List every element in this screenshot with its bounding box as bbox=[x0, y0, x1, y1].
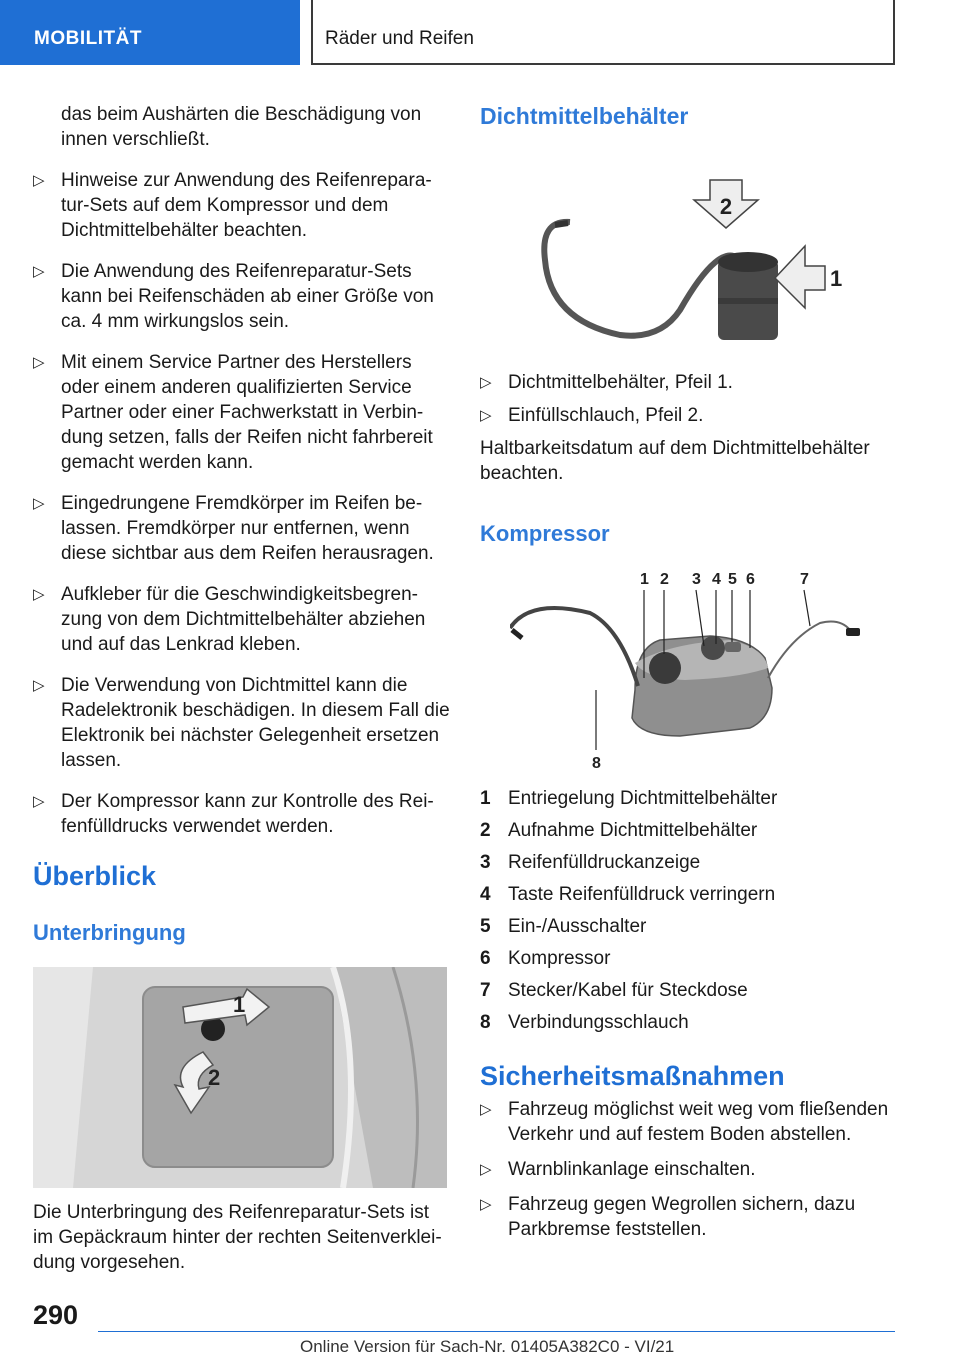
item-number: 8 bbox=[480, 1012, 491, 1033]
list-item bbox=[33, 789, 453, 839]
item-number: 7 bbox=[480, 980, 491, 1001]
triangle-bullet-icon: ▷ bbox=[33, 586, 45, 603]
list-item bbox=[33, 491, 453, 566]
list-item bbox=[480, 818, 900, 843]
item-label: Ein-/Ausschalter bbox=[508, 916, 647, 937]
section-tab: MOBILITÄT bbox=[0, 0, 300, 65]
storage-figure-svg bbox=[33, 967, 447, 1188]
storage-heading: Unterbringung bbox=[33, 920, 186, 945]
triangle-bullet-icon: ▷ bbox=[480, 407, 492, 424]
item-number: 6 bbox=[480, 948, 491, 969]
list-item bbox=[33, 582, 453, 657]
figure-label-7: 7 bbox=[800, 571, 809, 588]
notes-list bbox=[33, 168, 453, 839]
list-item bbox=[480, 786, 900, 811]
figure-label-1: 1 bbox=[233, 992, 246, 1017]
list-item bbox=[480, 914, 900, 939]
figure-label-1: 1 bbox=[640, 571, 649, 588]
intro-text: das beim Aushärten die Beschädigung von innen verschließt. bbox=[61, 104, 422, 150]
item-number: 4 bbox=[480, 884, 491, 905]
list-item bbox=[480, 1192, 900, 1242]
figure-label-2: 2 bbox=[719, 194, 733, 219]
sealant-list bbox=[480, 370, 900, 428]
list-item-text: Hinweise zur Anwendung des Reifenrepara-tur-Sets auf dem Kompressor und dem Dichtmittelbehälter beachten. bbox=[61, 170, 432, 241]
triangle-bullet-icon: ▷ bbox=[33, 263, 45, 280]
left-column bbox=[33, 102, 453, 1291]
item-label: Verbindungsschlauch bbox=[508, 1012, 689, 1033]
figure-label-2: 2 bbox=[660, 571, 669, 588]
triangle-bullet-icon: ▷ bbox=[480, 374, 492, 391]
list-item-text: Dichtmittelbehälter, Pfeil 1. bbox=[508, 372, 733, 393]
list-item bbox=[480, 850, 900, 875]
figure-label-3: 3 bbox=[692, 571, 701, 588]
list-item bbox=[480, 1097, 900, 1147]
list-item-text: Mit einem Service Partner des Herstellers oder einem anderen qualifizierten Service Partner oder einer Fachwerkstatt in Verbin-dung setzen, falls der Reifen nicht fahrbereit gemacht werden kann. bbox=[61, 352, 433, 473]
list-item bbox=[33, 259, 453, 334]
item-label: Taste Reifenfülldruck verringern bbox=[508, 884, 776, 905]
item-number: 1 bbox=[480, 788, 491, 809]
figure-label-4: 4 bbox=[712, 571, 721, 588]
figure-label-1: 1 bbox=[830, 266, 843, 291]
list-item bbox=[480, 882, 900, 907]
list-item-text: Fahrzeug gegen Wegrollen sichern, dazu Parkbremse feststellen. bbox=[508, 1194, 856, 1240]
sealant-figure-svg bbox=[510, 150, 890, 360]
triangle-bullet-icon: ▷ bbox=[480, 1101, 492, 1118]
footer-version: Online Version für Sach-Nr. 01405A382C0 - VI/21 bbox=[300, 1337, 675, 1356]
storage-text: Die Unterbringung des Reifenreparatur-Sets ist im Gepäckraum hinter der rechten Seitenverklei-dung vorgesehen. bbox=[33, 1202, 442, 1273]
list-item-text: Einfüllschlauch, Pfeil 2. bbox=[508, 405, 704, 426]
item-label: Reifenfülldruckanzeige bbox=[508, 852, 701, 873]
triangle-bullet-icon: ▷ bbox=[33, 793, 45, 810]
list-item bbox=[480, 1157, 900, 1182]
right-column bbox=[480, 102, 900, 1252]
item-number: 3 bbox=[480, 852, 491, 873]
item-label: Kompressor bbox=[508, 948, 611, 969]
safety-list bbox=[480, 1097, 900, 1242]
compressor-figure-svg bbox=[510, 568, 880, 778]
triangle-bullet-icon: ▷ bbox=[33, 495, 45, 512]
triangle-bullet-icon: ▷ bbox=[480, 1196, 492, 1213]
page-number: 290 bbox=[33, 1300, 79, 1330]
item-number: 5 bbox=[480, 916, 491, 937]
compressor-illustration bbox=[510, 568, 880, 778]
list-item-text: Der Kompressor kann zur Kontrolle des Rei-fenfülldrucks verwendet werden. bbox=[61, 791, 434, 837]
item-label: Stecker/Kabel für Steckdose bbox=[508, 980, 748, 1001]
list-item-text: Fahrzeug möglichst weit weg vom fließenden Verkehr und auf festem Boden abstellen. bbox=[508, 1099, 889, 1145]
figure-label-5: 5 bbox=[728, 571, 737, 588]
storage-illustration bbox=[33, 967, 447, 1188]
triangle-bullet-icon: ▷ bbox=[33, 677, 45, 694]
compressor-heading: Kompressor bbox=[480, 521, 610, 546]
list-item bbox=[33, 168, 453, 243]
footer-divider bbox=[98, 1331, 895, 1332]
compressor-legend bbox=[480, 786, 900, 1035]
list-item-text: Warnblinkanlage einschalten. bbox=[508, 1159, 756, 1180]
list-item-text: Die Anwendung des Reifenreparatur-Sets kann bei Reifenschäden ab einer Größe von ca. 4 mm wirkungslos sein. bbox=[61, 261, 434, 332]
chapter-title: Räder und Reifen bbox=[311, 0, 895, 65]
triangle-bullet-icon: ▷ bbox=[33, 354, 45, 371]
list-item bbox=[480, 946, 900, 971]
list-item bbox=[480, 1010, 900, 1035]
sealant-text: Haltbarkeitsdatum auf dem Dichtmittelbehälter beachten. bbox=[480, 438, 870, 484]
item-label: Entriegelung Dichtmittelbehälter bbox=[508, 788, 778, 809]
list-item-text: Aufkleber für die Geschwindigkeitsbegren-zung von dem Dichtmittelbehälter abziehen und auf das Lenkrad kleben. bbox=[61, 584, 426, 655]
triangle-bullet-icon: ▷ bbox=[33, 172, 45, 189]
list-item bbox=[480, 370, 900, 395]
figure-label-8: 8 bbox=[592, 755, 601, 772]
list-item bbox=[33, 350, 453, 475]
list-item bbox=[480, 978, 900, 1003]
safety-heading: Sicherheitsmaßnahmen bbox=[480, 1061, 785, 1091]
overview-heading: Überblick bbox=[33, 861, 157, 891]
item-number: 2 bbox=[480, 820, 491, 841]
list-item bbox=[33, 673, 453, 773]
figure-label-6: 6 bbox=[746, 571, 755, 588]
list-item-text: Die Verwendung von Dichtmittel kann die Radelektronik beschädigen. In diesem Fall die Elektronik bei nächster Gelegenheit ersetzen lassen. bbox=[61, 675, 450, 771]
item-label: Aufnahme Dichtmittelbehälter bbox=[508, 820, 758, 841]
figure-label-2: 2 bbox=[208, 1065, 221, 1090]
sealant-illustration bbox=[510, 150, 890, 360]
sealant-heading: Dichtmittelbehälter bbox=[480, 103, 689, 129]
list-item bbox=[480, 403, 900, 428]
triangle-bullet-icon: ▷ bbox=[480, 1161, 492, 1178]
list-item-text: Eingedrungene Fremdkörper im Reifen be-lassen. Fremdkörper nur entfernen, wenn diese sichtbar aus dem Reifen herausragen. bbox=[61, 493, 434, 564]
